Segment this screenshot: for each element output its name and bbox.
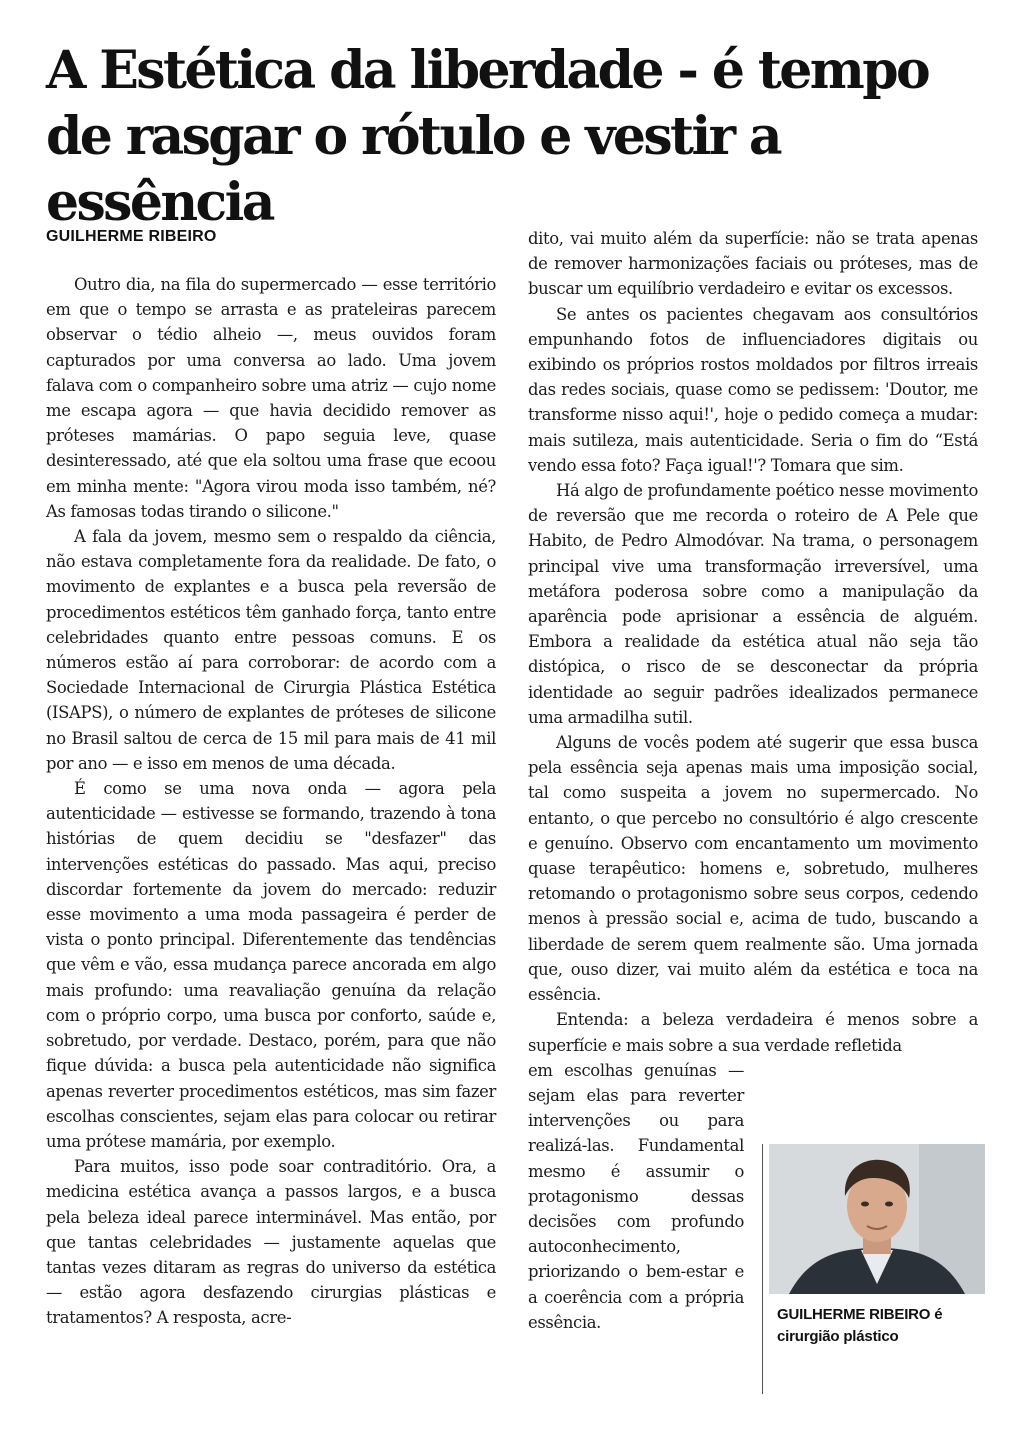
paragraph-4-part-1: Para muitos, isso pode soar contraditório. Ora, a medicina estética avança a passos largos, e a busca pela beleza ideal parece interminável. Mas então, por que tantas celebridades — justamente aquelas que tantas vezes ditaram as regras do universo da estética — estão agora desfazendo cirurgias plásticas e tratamentos? A resposta, acre- [46, 1157, 496, 1328]
paragraph-8-part-2: em escolhas genuínas — sejam elas para reverter intervenções ou para realizá-las. Fundamental mesmo é assumir o protagonismo dessas decisões com profundo autoconhecimento, priorizando o bem-estar e a coerência com a própria essência. [528, 1060, 744, 1332]
paragraph-8-part-1: Entenda: a beleza verdadeira é menos sobre a superfície e mais sobre a sua verdade refletida [528, 1010, 978, 1055]
article-headline: A Estética da liberdade - é tempo de rasgar o rótulo e vestir a essência [46, 40, 929, 233]
paragraph-1: Outro dia, na fila do supermercado — esse território em que o tempo se arrasta e as prateleiras parecem observar o tédio alheio —, meus ouvidos foram capturados por uma conversa ao lado. Uma jovem falava com o companheiro sobre uma atriz — cujo nome me escapa agora — que havia decidido remover as próteses mamárias. O papo seguia leve, quase desinteressado, até que ela soltou uma frase que ecoou em minha mente: "Agora virou moda isso também, né? As famosas todas tirando o silicone." [46, 275, 496, 521]
paragraph-4-part-2: dito, vai muito além da superfície: não se trata apenas de remover harmonizações faciais ou próteses, mas de buscar um equilíbrio verdadeiro e evitar os excessos. [528, 229, 978, 299]
photo-caption: GUILHERME RIBEIRO é cirurgião plástico [777, 1306, 943, 1345]
author-byline: GUILHERME RIBEIRO [46, 228, 217, 245]
author-portrait-icon [769, 1144, 985, 1294]
column-left [46, 272, 496, 1412]
paragraph-5: Se antes os pacientes chegavam aos consultórios empunhando fotos de influenciadores digitais ou exibindo os próprios rostos moldados por filtros irreais das redes sociais, quase como se pedissem: 'Doutor, me transforme nisso aqui!', hoje o pedido começa a mudar: mais sutileza, mais autenticidade. Seria o fim do “Está vendo essa foto? Faça igual!'? Tomara que sim. [528, 304, 978, 475]
portrait-illustration [769, 1144, 985, 1294]
paragraph-2: A fala da jovem, mesmo sem o respaldo da ciência, não estava completamente fora da realidade. De fato, o movimento de explantes e a busca pela reversão de procedimentos estéticos têm ganhado força, tanto entre celebridades quanto entre pessoas comuns. E os números estão aí para corroborar: de acordo com a Sociedade Internacional de Cirurgia Plástica Estética (ISAPS), o número de explantes de próteses de silicone no Brasil saltou de cerca de 15 mil para mais de 41 mil por ano — e isso em menos de uma década. [46, 527, 496, 773]
paragraph-3: É como se uma nova onda — agora pela autenticidade — estivesse se formando, trazendo à tona histórias de quem decidiu se "desfazer" das intervenções estéticas do passado. Mas aqui, preciso discordar fortemente da jovem do mercado: reduzir esse movimento a uma moda passageira é perder de vista o ponto principal. Diferentemente das tendências que vêm e vão, essa mudança parece ancorada em algo mais profundo: uma reavaliação genuína da relação com o próprio corpo, uma busca por conforto, saúde e, sobretudo, por verdade. Destaco, porém, para que não fique dúvida: a busca pela autenticidade não significa apenas reverter procedimentos estéticos, mas sim fazer escolhas conscientes, sejam elas para colocar ou retirar uma prótese mamária, por exemplo. [46, 779, 496, 1151]
author-photo-box [762, 1144, 985, 1394]
paragraph-7: Alguns de vocês podem até sugerir que essa busca pela essência seja apenas mais uma imposição social, tal como suspeita a jovem no supermercado. No entanto, o que percebo no consultório é algo crescente e genuíno. Observo com encantamento um movimento quase terapêutico: homens e, sobretudo, mulheres retomando o protagonismo sobre seus corpos, cedendo menos à pressão social e, acima de tudo, buscando a liberdade de serem quem realmente são. Uma jornada que, ouso dizer, vai muito além da estética e toca na essência. [528, 733, 978, 1005]
paragraph-6: Há algo de profundamente poético nesse movimento de reversão que me recorda o roteiro de A Pele que Habito, de Pedro Almodóvar. Na trama, o personagem principal vive uma transformação irreversível, uma metáfora poderosa sobre como a manipulação da aparência pode aprisionar a essência de alguém. Embora a realidade da estética atual não seja tão distópica, o risco de se desconectar da própria identidade ao seguir padrões idealizados permanece uma armadilha sutil. [528, 481, 978, 727]
